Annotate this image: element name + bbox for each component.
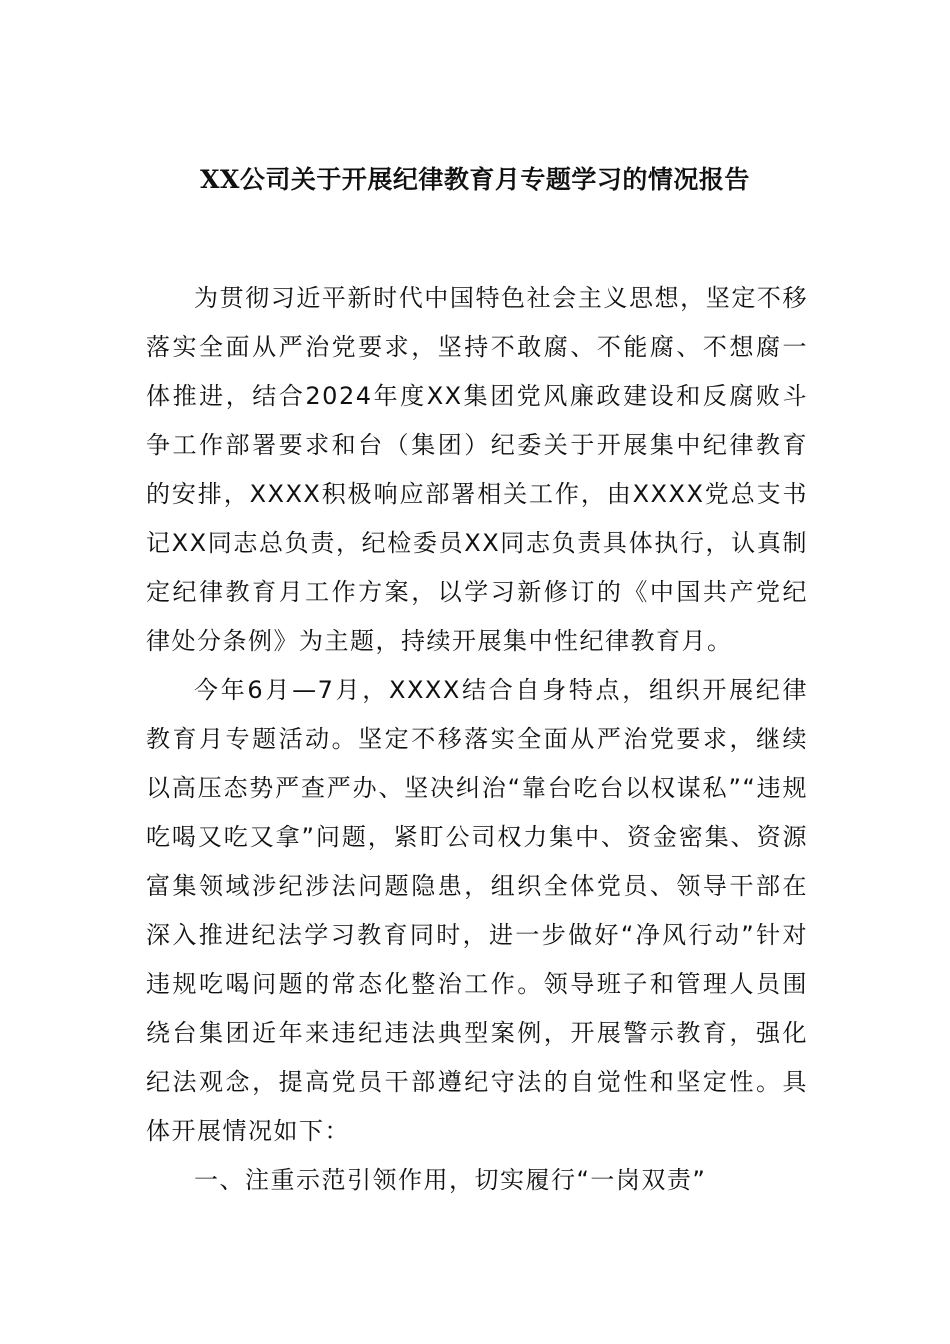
document-title: XX公司关于开展纪律教育月专题学习的情况报告: [200, 165, 750, 194]
paragraph-intro: 为贯彻习近平新时代中国特色社会主义思想，坚定不移落实全面从严治党要求，坚持不敢腐、不能腐、不想腐一体推进，结合2024年度XX集团党风廉政建设和反腐败斗争工作部署要求和台（集团）纪委关于开展集中纪律教育的安排，XXXX积极响应部署相关工作，由XXXX党总支书记XX同志总负责，纪检委员XX同志负责具体执行，认真制定纪律教育月工作方案，以学习新修订的《中国共产党纪律处分条例》为主题，持续开展集中性纪律教育月。: [146, 284, 808, 655]
section-heading: 一、注重示范引领作用，切实履行“一岗双责”: [194, 1166, 707, 1194]
document-body: [146, 274, 808, 1205]
paragraph-activities: 今年6月—7月，XXXX结合自身特点，组织开展纪律教育月专题活动。坚定不移落实全面从严治党要求，继续以高压态势严查严办、坚决纠治“靠台吃台以权谋私”“违规吃喝又吃又拿”问题，紧盯公司权力集中、资金密集、资源富集领域涉纪涉法问题隐患，组织全体党员、领导干部在深入推进纪法学习教育同时，进一步做好“净风行动”针对违规吃喝问题的常态化整治工作。领导班子和管理人员围绕台集团近年来违纪违法典型案例，开展警示教育，强化纪法观念，提高党员干部遵纪守法的自觉性和坚定性。具体开展情况如下：: [146, 676, 808, 1145]
